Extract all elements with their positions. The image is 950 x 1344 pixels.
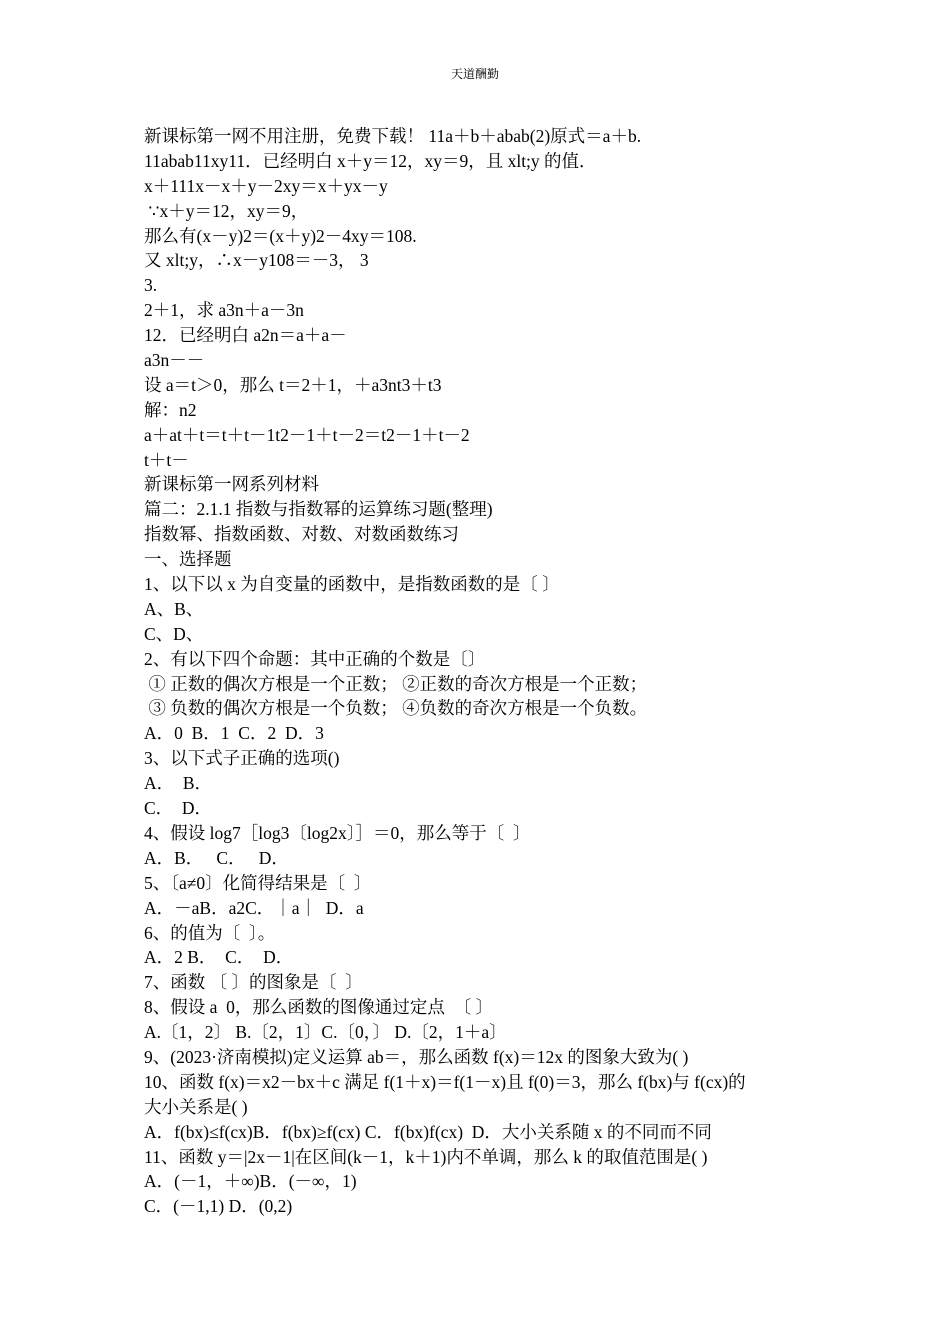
answer-options: C、D、 <box>144 623 204 644</box>
answer-options: A．2 B． C． D． <box>144 947 294 968</box>
text-line: 新课标第一网系列材料 <box>144 474 319 495</box>
section-heading: 一、选择题 <box>144 549 232 570</box>
question-line: 9、(2023·济南模拟)定义运算 ab＝，那么函数 f(x)＝12x 的图象大致为( ) <box>144 1046 689 1067</box>
answer-options: C．(－1,1) D．(0,2) <box>144 1196 293 1217</box>
answer-options: A． B． <box>144 773 213 794</box>
text-line: t＋t－ <box>144 449 189 470</box>
question-line: 6、的值为〔 〕。 <box>144 922 276 943</box>
text-line: a＋at＋t＝t＋t－1t2－1＋t－2＝t2－1＋t－2 <box>144 424 470 445</box>
text-line: 又 xlt;y，∴x－y108＝－3， 3 <box>144 250 369 271</box>
page-header: 天道酬勤 <box>450 67 499 81</box>
text-line: 那么有(x－y)2＝(x＋y)2－4xy＝108. <box>144 225 417 246</box>
text-line: a3n－－ <box>144 350 205 371</box>
text-line: ③ 负数的偶次方根是一个负数； ④负数的奇次方根是一个负数。 <box>144 698 648 719</box>
answer-options: A．0 B．1 C．2 D．3 <box>144 723 324 744</box>
question-line: 2、有以下四个命题：其中正确的个数是〔〕 <box>144 648 486 669</box>
question-line: 8、假设 a 0，那么函数的图像通过定点 〔 〕 <box>144 997 494 1018</box>
text-line: 指数幂、指数函数、对数、对数函数练习 <box>144 524 459 545</box>
text-line: 11abab11xy11．已经明白 x＋y＝12，xy＝9，且 xlt;y 的值． <box>144 150 597 171</box>
question-line: 7、函数 〔 〕的图象是〔 〕 <box>144 972 363 993</box>
text-line: 设 a＝t＞0，那么 t＝2＋1，＋a3nt3＋t3 <box>144 374 442 395</box>
question-line: 4、假设 log7［log3〔log2x〕］＝0，那么等于〔 〕 <box>144 822 531 843</box>
answer-options: A、B、 <box>144 598 204 619</box>
text-line: 12．已经明白 a2n＝a＋a－ <box>144 325 347 346</box>
text-line: 解：n2 <box>144 399 197 420</box>
answer-options: A．(－1，＋∞)B．(－∞，1) <box>144 1171 357 1192</box>
answer-options: A.〔1，2〕 B.〔2，1〕C.〔0，〕 D.〔2，1＋a〕 <box>144 1022 507 1043</box>
answer-options: A．B． C． D． <box>144 847 289 868</box>
text-line: ① 正数的偶次方根是一个正数； ②正数的奇次方根是一个正数； <box>144 673 648 694</box>
question-line: 11、函数 y＝|2x－1|在区间(k－1，k＋1)内不单调，那么 k 的取值范围是( ) <box>144 1146 708 1167</box>
question-line: 1、以下以 x 为自变量的函数中，是指数函数的是〔 〕 <box>144 574 560 595</box>
section-title: 篇二：2.1.1 指数与指数幂的运算练习题(整理) <box>144 499 493 520</box>
answer-options: A．f(bx)≤f(cx)B．f(bx)≥f(cx) C．f(bx)f(cx) D．大小关系随 x 的不同而不同 <box>144 1121 712 1142</box>
text-line: 新课标第一网不用注册，免费下载！ 11a＋b＋abab(2)原式＝a＋b. <box>144 126 642 146</box>
question-line: 3、以下式子正确的选项() <box>144 748 340 769</box>
answer-options: C． D． <box>144 798 213 819</box>
text-line: x＋111x－x＋y－2xy＝x＋yx－y <box>144 175 388 196</box>
text-line: 2＋1，求 a3n＋a－3n <box>144 300 304 321</box>
question-line: 10、函数 f(x)＝x2－bx＋c 满足 f(1＋x)＝f(1－x)且 f(0)＝3，那么 f(bx)与 f(cx)的 <box>144 1071 746 1092</box>
question-line: 5、〔a≠0〕化简得结果是〔 〕 <box>144 872 372 893</box>
text-line: 大小关系是( ) <box>144 1096 248 1117</box>
answer-options: A．－aB．a2C．｜a｜ D．a <box>144 897 364 918</box>
text-line: ∵x＋y＝12，xy＝9， <box>144 200 309 221</box>
document-body <box>144 124 814 1219</box>
text-line: 3. <box>144 275 158 296</box>
